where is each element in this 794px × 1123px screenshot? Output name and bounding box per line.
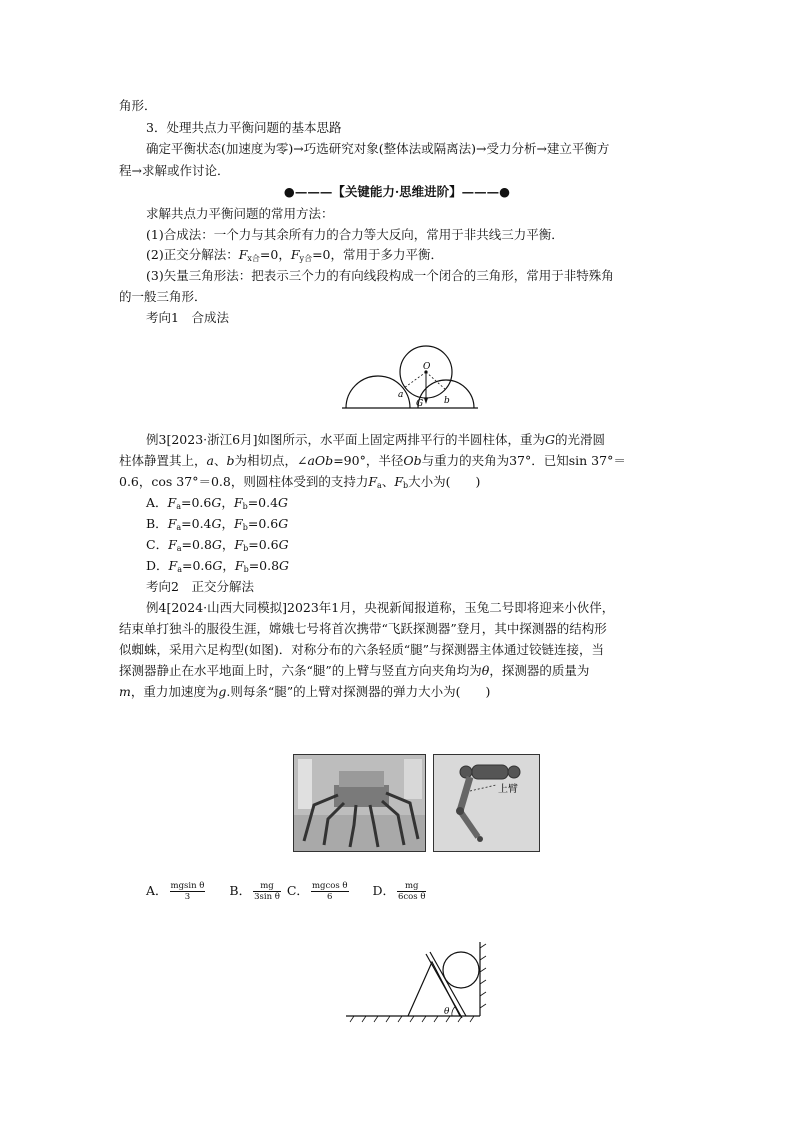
option-label: B． [146,516,168,531]
subscript: b [403,481,409,490]
option-D[interactable] [372,881,428,902]
section-heading: 考向1 合成法 [146,310,229,325]
example-4-line: 结束单打独斗的服役生涯，嫦娥七号将首次携带“飞跃探测器”登月，其中探测器的结构形 [119,621,607,636]
text-line [146,246,443,268]
option-label: D． [146,558,169,573]
subscript: x合 [247,254,260,263]
option-label: C． [146,537,169,552]
subscript: b [243,565,249,574]
symbol: F [368,474,378,489]
symbol: F [167,516,177,531]
text-span: ，探测器的质量为 [489,663,590,678]
fraction [397,881,426,902]
option-label: A． [146,883,168,898]
option-value: =0.6 [248,537,279,552]
numerator: mgcos θ [311,881,348,891]
option-row-4 [146,878,428,904]
text-span: 探测器静止在水平地面上时，六条“腿”的上臂与竖直方向夹角均为 [119,663,482,678]
symbol: G [544,432,555,447]
symbol: F [168,558,178,573]
option-label: C． [286,883,309,898]
label-G: G [416,399,424,409]
subscript: a [176,502,181,511]
fraction [253,881,281,902]
text-span: 柱体静置其上， [119,453,207,468]
symbol: F [394,474,404,489]
symbol: F [234,558,244,573]
symbol: G [211,495,222,510]
example-4-line: 似蜘蛛，采用六足构型(如图)．对称分布的六条轻质“腿”与探测器主体通过铰链连接，当 [119,642,605,657]
denominator: 3sin θ [254,892,280,902]
option-D[interactable]: D．$F_a=0.6G$，$F_b=0.8G$ [146,558,290,574]
text-span: .则每条“腿”的上臂对探测器的弹力大小为( ) [226,684,491,699]
option-value: =0.6 [247,516,279,531]
symbol: aOb [307,453,334,468]
text-span: =0，常用于多力平衡． [312,247,444,262]
example-3-line [146,431,605,449]
text-span: =0， [259,247,291,262]
option-value: =0.4 [247,495,279,510]
example-4-line: 例4[2024·山西大同模拟]2023年1月，央视新闻报道称，玉兔二号即将迎来小伙伴， [146,600,615,615]
symbol: G [211,537,222,552]
text-span: (2)正交分解法： [146,247,239,262]
text-span: ，重力加速度为 [130,684,219,699]
numerator: mg [253,881,281,892]
text-line: 角形． [119,98,157,113]
text-span: 、 [213,453,227,468]
option-value: =0.8 [248,558,280,573]
subscript: a [176,523,182,532]
numerator: mg [397,881,426,892]
section-banner: ●———【关键能力·思维进阶】———● [283,184,511,199]
text-span: 与重力的夹角为37°．已知sin 37°＝ [421,453,626,468]
text-line: 程→求解或作讨论． [119,163,230,178]
text-span: =90°，半径 [333,453,404,468]
example-4-line [119,662,589,680]
option-value: =0.8 [181,537,212,552]
text-span: 例3[2023·浙江6月]如图所示，水平面上固定两排平行的半圆柱体，重为 [146,432,545,447]
section-heading: 考向2 正交分解法 [146,579,254,594]
subscript: a [177,565,182,574]
option-value: =0.6 [181,495,212,510]
option-value: =0.4 [181,516,212,531]
symbol: G [212,558,223,573]
symbol: F [234,537,244,552]
denominator: 6cos θ [398,892,426,902]
symbol: F [168,537,177,552]
symbol: G [278,516,289,531]
symbol: F [238,247,248,262]
photo-spider-probe [293,754,426,852]
symbol: F [290,247,300,262]
option-value: =0.6 [182,558,213,573]
text-span: 为相切点，∠ [234,453,308,468]
denominator: 3 [184,892,191,902]
label-b: b [444,396,450,406]
symbol: m [119,684,131,699]
label-theta: θ [444,1007,450,1017]
figure-wedge-ball-wall [344,940,489,1025]
text-line: 确定平衡状态(加速度为零)→巧选研究对象(整体法或隔离法)→受力分析→建立平衡方 [146,141,610,156]
subscript: b [242,523,248,532]
symbol: F [234,516,243,531]
symbol: a [206,453,214,468]
subscript: y合 [299,254,313,263]
option-label: A． [146,495,168,510]
label-upper-arm: 上臂 [498,784,518,795]
symbol: G [278,537,289,552]
subscript: a [176,544,182,553]
label-a: a [398,390,404,400]
option-label: D． [372,883,395,898]
option-B[interactable]: B．$F_a=0.4G$，$F_b=0.6G$ [146,516,289,532]
label-O: O [423,362,431,372]
photo-robot-leg [433,754,540,852]
fraction [311,881,349,902]
symbol: Ob [403,453,422,468]
symbol: θ [481,663,490,678]
symbol: G [278,495,289,510]
example-3-line [119,452,626,470]
figure-cylinder-on-half-cylinders [340,340,480,412]
text-span: 0.6，cos 37°＝0.8，则圆柱体受到的支持力 [119,474,369,489]
text-line: (3)矢量三角形法：把表示三个力的有向线段构成一个闭合的三角形，常用于非特殊角 [146,268,614,283]
option-C[interactable]: C．$F_a=0.8G$，$F_b=0.6G$ [146,537,289,553]
text-line: 求解共点力平衡问题的常用方法： [146,206,334,221]
section-heading: 3．处理共点力平衡问题的基本思路 [146,120,342,135]
symbol: F [233,495,243,510]
text-span: 的光滑圆 [554,432,605,447]
text-line: (1)合成法：一个力与其余所有力的合力等大反向，常用于非共线三力平衡． [146,227,564,242]
subscript: b [242,502,248,511]
option-label: B． [229,883,252,898]
text-span: 大小为( ) [408,474,481,489]
symbol: F [167,495,177,510]
option-B[interactable] [229,881,282,902]
symbol: b [226,453,235,468]
fraction [170,881,206,902]
text-span: 、 [381,474,395,489]
subscript: b [243,544,249,553]
symbol: G [279,558,290,573]
symbol: g [218,684,227,699]
example-3-line [119,473,480,495]
text-line: 的一般三角形． [119,289,207,304]
example-4-line [119,683,490,701]
option-C[interactable] [286,881,351,902]
option-A[interactable]: A．$F_a=0.6G$，$F_b=0.4G$ [146,495,289,511]
denominator: 6 [327,892,333,902]
symbol: G [211,516,222,531]
subscript: a [377,481,382,490]
numerator: mgsin θ [170,881,205,891]
option-A[interactable] [146,881,207,902]
